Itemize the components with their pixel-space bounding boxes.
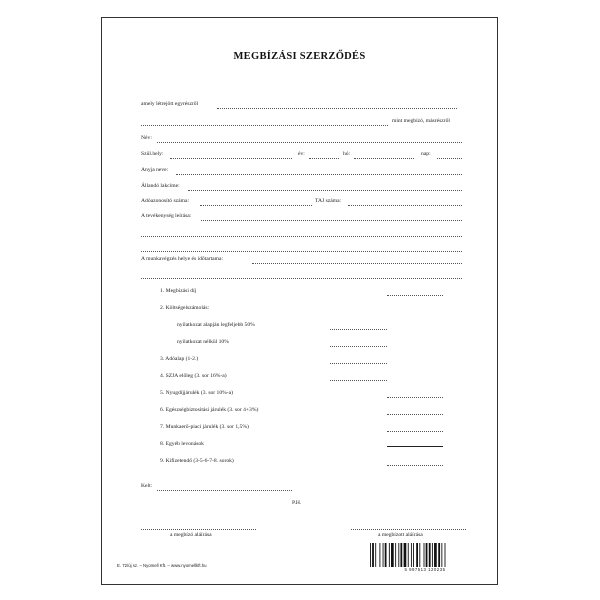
item-pension-line[interactable] xyxy=(387,397,443,398)
barcode-image xyxy=(368,543,482,567)
work-place-line-1[interactable] xyxy=(252,263,462,264)
contract-form-page xyxy=(101,17,498,585)
month-label: hó: xyxy=(343,151,351,157)
item-payable-line[interactable] xyxy=(387,465,443,466)
item-payable: 9. Kifizetendő (3-5-6-7-8. sorok) xyxy=(160,458,234,464)
item-labour-market: 7. Munkaerő-piaci járulék (3. sor 1,5%) xyxy=(160,424,249,430)
activity-line-2[interactable] xyxy=(141,236,462,237)
birth-place-label: Szül.hely: xyxy=(141,151,164,157)
mother-name-line[interactable] xyxy=(176,174,462,175)
day-label: nap: xyxy=(421,151,431,157)
item-labour-market-line[interactable] xyxy=(387,431,443,432)
activity-line-1[interactable] xyxy=(201,220,462,221)
item-other-deductions: 8. Egyéb levonások xyxy=(160,441,204,447)
item-income-tax: 4. SZJA előleg (3. sor 16%-a) xyxy=(160,373,227,379)
party-suffix-label: mint megbízó, másrészről xyxy=(392,118,450,124)
client-signature-label: a megbízó aláírása xyxy=(170,532,212,538)
tax-id-label: Adóazonosító száma: xyxy=(141,198,190,204)
item-cost-undeclared: nyilatkozat nélkül 10% xyxy=(177,339,229,345)
barcode-number: 5 997513 120235 xyxy=(404,567,446,572)
item-other-deductions-underline xyxy=(387,446,443,447)
client-address-line[interactable] xyxy=(141,125,388,126)
date-line[interactable] xyxy=(157,490,292,491)
item-cost-undeclared-line[interactable] xyxy=(330,346,387,347)
taj-line[interactable] xyxy=(348,205,462,206)
publisher-footer: E. 72/új sz. – Nyomell Kft. – www.nyomellkft.hu xyxy=(117,563,207,568)
name-line[interactable] xyxy=(157,142,462,143)
year-label: év: xyxy=(298,151,305,157)
taj-label: TAJ száma: xyxy=(315,198,342,204)
item-cost-declared: nyilatkozat alapján legfeljebb 50% xyxy=(177,322,255,328)
form-title: MEGBÍZÁSI SZERZŐDÉS xyxy=(233,51,366,62)
item-fee: 1. Megbízási díj xyxy=(160,288,197,294)
stamp-mark: P.H. xyxy=(292,500,302,506)
item-tax-base-line[interactable] xyxy=(330,363,387,364)
mother-name-label: Anyja neve: xyxy=(141,167,169,173)
item-health-insurance: 6. Egészségbiztosítási járulék (3. sor 4+3%) xyxy=(160,407,259,413)
work-place-label: A munkavégzés helye és időtartama: xyxy=(141,256,224,262)
item-fee-line[interactable] xyxy=(387,295,443,296)
item-income-tax-line[interactable] xyxy=(330,380,387,381)
year-line[interactable] xyxy=(309,158,339,159)
item-pension: 5. Nyugdíjjárulék (3. sor 10%-a) xyxy=(160,390,234,396)
intro-label: amely létrejött egyrészről xyxy=(141,101,199,107)
day-line[interactable] xyxy=(437,158,462,159)
tax-id-line[interactable] xyxy=(200,205,312,206)
item-tax-base: 3. Adóalap (1-2.) xyxy=(160,356,199,362)
address-line[interactable] xyxy=(188,190,462,191)
date-label: Kelt: xyxy=(141,483,153,489)
activity-line-3[interactable] xyxy=(141,251,462,252)
address-label: Állandó lakcíme: xyxy=(141,183,180,189)
month-line[interactable] xyxy=(354,158,414,159)
agent-signature-line[interactable] xyxy=(351,529,466,530)
item-health-insurance-line[interactable] xyxy=(387,414,443,415)
item-cost-accounting: 2. Költségelszámolás: xyxy=(160,305,210,311)
name-label: Név: xyxy=(141,135,152,141)
agent-signature-label: a megbízott aláírása xyxy=(378,532,423,538)
client-signature-line[interactable] xyxy=(141,529,256,530)
client-name-line[interactable] xyxy=(217,108,457,109)
item-cost-declared-line[interactable] xyxy=(330,329,387,330)
work-place-line-2[interactable] xyxy=(141,278,462,279)
activity-label: A tevékenység leírása: xyxy=(141,213,192,219)
birth-place-line[interactable] xyxy=(170,158,292,159)
